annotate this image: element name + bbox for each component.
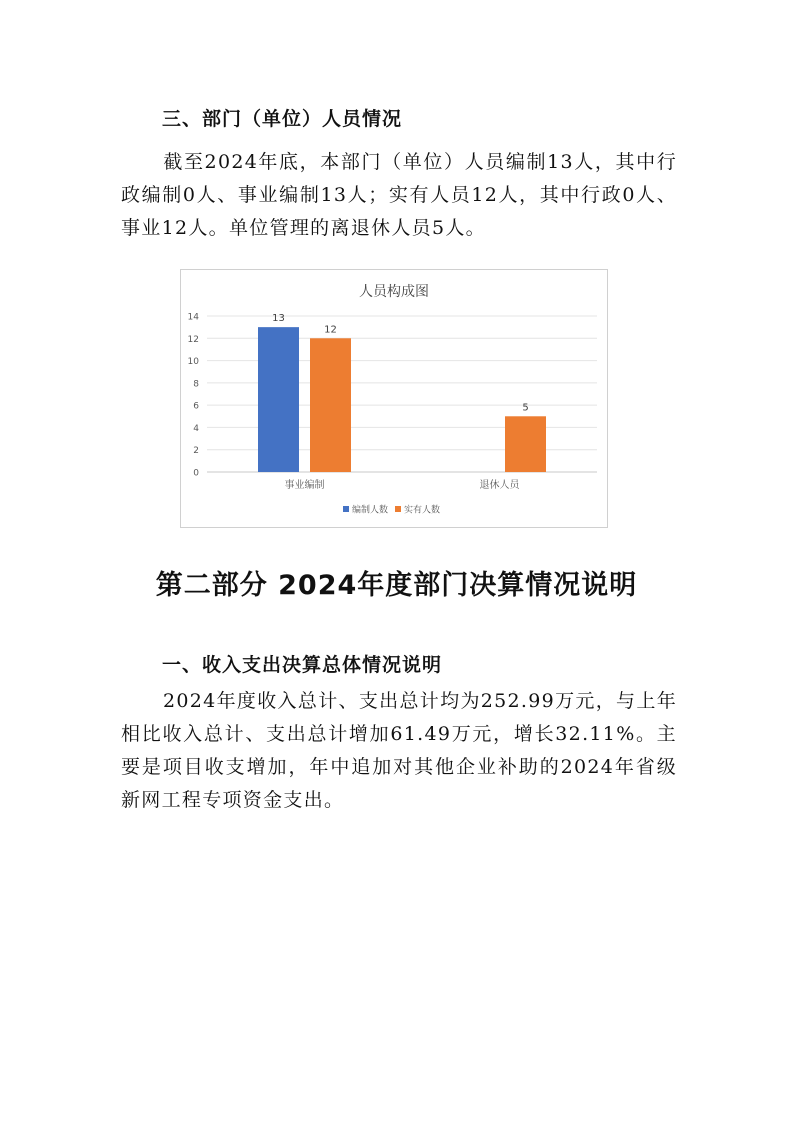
section-heading-personnel: 三、部门（单位）人员情况 <box>162 108 403 130</box>
legend-label: 编制人数 <box>352 505 389 516</box>
income-expense-paragraph <box>121 685 677 817</box>
y-tick-label: 2 <box>193 446 199 457</box>
y-tick-label: 14 <box>187 312 199 323</box>
section-heading-income-expense: 一、收入支出决算总体情况说明 <box>162 654 443 676</box>
personnel-chart <box>180 269 608 528</box>
data-label: 5 <box>522 402 529 414</box>
x-tick-label: 事业编制 <box>284 480 325 491</box>
y-tick-label: 0 <box>193 468 199 479</box>
legend-swatch <box>343 506 349 512</box>
chart-svg <box>181 270 607 527</box>
personnel-paragraph <box>121 146 677 245</box>
y-tick-label: 8 <box>193 379 199 390</box>
y-tick-label: 12 <box>187 334 199 345</box>
y-tick-label: 10 <box>187 357 199 368</box>
chart-title: 人员构成图 <box>359 284 429 300</box>
income-expense-paragraph-text: 2024年度收入总计、支出总计均为252.99万元，与上年相比收入总计、支出总计增加61.49万元，增长32.11%。主要是项目收支增加，年中追加对其他企业补助的2024年省级新网工程专项资金支出。 <box>121 690 677 811</box>
x-tick-label: 退休人员 <box>479 480 520 491</box>
data-label: 13 <box>272 313 285 325</box>
personnel-paragraph-text: 截至2024年底，本部门（单位）人员编制13人，其中行政编制0人、事业编制13人；实有人员12人，其中行政0人、事业12人。单位管理的离退休人员5人。 <box>121 151 677 239</box>
bar-编制人数 <box>258 327 299 472</box>
y-tick-label: 6 <box>193 401 199 412</box>
data-label: 12 <box>324 324 337 336</box>
y-tick-label: 4 <box>193 423 199 434</box>
legend-label: 实有人数 <box>404 505 441 516</box>
part-two-title: 第二部分 2024年度部门决算情况说明 <box>155 570 638 601</box>
bar-实有人数 <box>310 338 351 472</box>
bar-实有人数 <box>505 416 546 472</box>
legend-swatch <box>395 506 401 512</box>
